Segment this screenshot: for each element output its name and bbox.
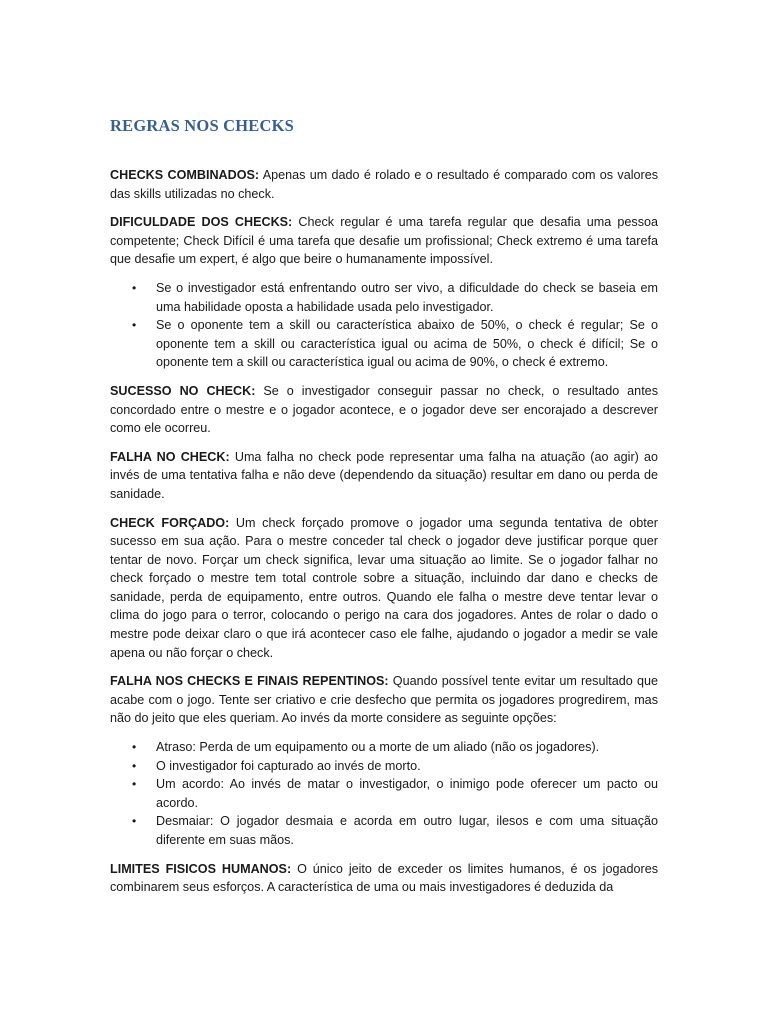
paragraph-finais	[110, 672, 658, 728]
paragraph-falha	[110, 448, 658, 504]
bullet-icon: •	[132, 740, 137, 755]
list-finais	[110, 738, 658, 850]
text-dificuldade: Check regular é uma tarefa regular que desafia uma pessoa competente; Check Difícil é uma tarefa que desafie um profissional; Check extremo é uma tarefa que desafie um expert, é algo que beire o humanamente impossível.	[110, 215, 659, 267]
heading-finais: FALHA NOS CHECKS E FINAIS REPENTINOS:	[110, 674, 389, 689]
heading-dificuldade: DIFICULDADE DOS CHECKS:	[110, 215, 293, 230]
text-forcado: Um check forçado promove o jogador uma segunda tentativa de obter sucesso em sua ação. Para o mestre conceder tal check o jogador deve justificar porque quer tentar de novo. Forçar um check significa, levar uma situação ao limite. Se o jogador falhar no check forçado o mestre tem total controle sobre a situação, incluindo dar dano e checks de sanidade, perda de equipamento, entre outros. Quando ele falha o mestre deve tentar levar o clima do jogo para o terror, colocando o perigo na cara dos jogadores. Antes de rolar o dado o mestre pode deixar claro o que irá acontecer caso ele falhe, ajudando o jogador a medir se vale apena ou não forçar o check.	[110, 515, 658, 660]
paragraph-sucesso	[110, 382, 658, 438]
text-finais: Quando possível tente evitar um resultado que acabe com o jogo. Tente ser criativo e crie desfecho que permita os jogadores progredirem, mas não do jeito que eles queriam. Ao invés da morte considere as seguinte opções:	[110, 674, 658, 726]
list-item-text: Desmaiar: O jogador desmaia e acorda em outro lugar, ilesos e com uma situação diferente em suas mãos.	[156, 814, 658, 847]
list-item-text: Se o investigador está enfrentando outro ser vivo, a dificuldade do check se baseia em uma habilidade oposta a habilidade usada pelo investigador.	[156, 280, 658, 314]
text-sucesso: Se o investigador conseguir passar no check, o resultado antes concordado entre o mestre e o jogador acontece, e o jogador deve ser encorajado a descrever como ele ocorreu.	[110, 383, 658, 436]
bullet-icon: •	[132, 318, 137, 333]
bullet-icon: •	[132, 777, 137, 792]
heading-checks-combinados: CHECKS COMBINADOS:	[110, 168, 260, 182]
bullet-icon: •	[132, 758, 137, 773]
list-dificuldade	[110, 279, 658, 372]
page-title: REGRAS NOS CHECKS	[110, 116, 295, 135]
list-item	[110, 775, 658, 812]
text-checks-combinados: Apenas um dado é rolado e o resultado é comparado com os valores das skills utilizadas no check.	[110, 168, 658, 201]
paragraph-dificuldade	[110, 213, 658, 269]
heading-sucesso: SUCESSO NO CHECK:	[110, 383, 256, 398]
list-item-text: Um acordo: Ao invés de matar o investigador, o inimigo pode oferecer um pacto ou acordo.	[156, 777, 658, 810]
document-body	[110, 166, 658, 907]
list-item-text: O investigador foi capturado ao invés de morto.	[156, 758, 421, 773]
bullet-icon: •	[132, 814, 137, 829]
list-item-text: Se o oponente tem a skill ou característica abaixo de 50%, o check é regular; Se o oponente tem a skill ou característica igual ou acima de 50%, o check é difícil; Se o oponente tem a skill ou característica igual ou acima de 90%, o check é extremo.	[156, 318, 658, 370]
heading-limites: LIMITES FISICOS HUMANOS:	[110, 861, 292, 876]
paragraph-forcado	[110, 514, 658, 663]
list-item	[110, 757, 658, 776]
list-item	[110, 812, 658, 849]
bullet-icon: •	[132, 280, 137, 295]
text-limites: O único jeito de exceder os limites humanos, é os jogadores combinarem seus esforços. A característica de uma ou mais investigadores é deduzida da	[110, 861, 658, 895]
heading-forcado: CHECK FORÇADO:	[110, 515, 230, 530]
list-item-text: Atraso: Perda de um equipamento ou a morte de um aliado (não os jogadores).	[156, 740, 600, 755]
paragraph-limites	[110, 860, 658, 897]
list-item	[110, 316, 658, 372]
list-item	[110, 279, 658, 316]
text-falha: Uma falha no check pode representar uma falha na atuação (ao agir) ao invés de uma tentativa falha e não deve (dependendo da situação) resultar em dano ou perda de sanidade.	[110, 449, 658, 501]
heading-falha: FALHA NO CHECK:	[110, 449, 230, 464]
paragraph-checks-combinados	[110, 166, 658, 203]
list-item	[110, 738, 658, 757]
